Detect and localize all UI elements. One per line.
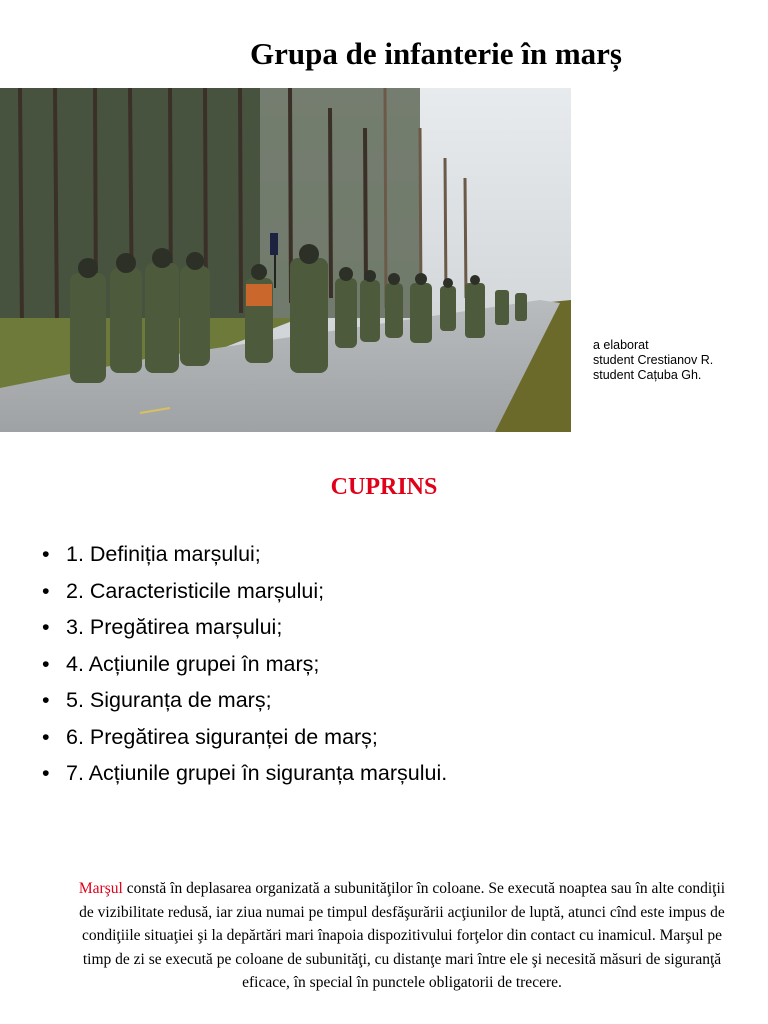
bullet-icon: • <box>42 651 50 676</box>
toc-item <box>42 573 447 610</box>
page-title: Grupa de infanterie în marș <box>250 36 622 71</box>
toc-item-label: 3. Pregătirea marșului; <box>66 615 283 639</box>
credits-line: a elaborat <box>593 338 649 352</box>
paragraph-keyword: Marşul <box>78 880 123 897</box>
definition-paragraph <box>78 877 726 995</box>
bullet-icon: • <box>42 542 50 566</box>
toc-item <box>42 536 447 573</box>
toc-item-label: 5. Siguranța de marș; <box>66 688 272 712</box>
toc-item-label: 6. Pregătirea siguranței de marș; <box>66 724 378 749</box>
paragraph-text: constă în deplasarea organizată a subunităţilor în coloane. Se execută noaptea sau în alte condiţii de vizibilitate redusă, iar ziua numai pe timpul desfăşurării acţiunilor de luptă, atunci cînd este impus de condiţiile situaţiei şi la depărtări mari înapoia dispozitivului forţelor din contact cu inamicul. Marşul pe timp de zi se execută pe coloane de subunităţi, cu distanţe mari între ele şi necesită măsuri de siguranţă eficace, în special în punctele obligatorii de trecere. <box>79 880 726 992</box>
toc-item <box>42 609 447 646</box>
bullet-icon: • <box>42 578 50 603</box>
table-of-contents <box>42 536 447 792</box>
toc-item-label: 4. Acțiunile grupei în marș; <box>66 651 320 676</box>
toc-item-label: 2. Caracteristicile marșului; <box>66 578 325 603</box>
credits-line: student Cațuba Gh. <box>593 368 702 382</box>
bullet-icon: • <box>42 724 50 749</box>
bullet-icon: • <box>42 688 50 712</box>
author-credits <box>593 338 713 383</box>
bullet-icon: • <box>42 761 50 785</box>
soldiers-marching-photo <box>0 88 571 432</box>
bullet-icon: • <box>42 615 50 639</box>
toc-item <box>42 719 447 756</box>
toc-item <box>42 682 447 719</box>
toc-item-label: 7. Acțiunile grupei în siguranța marșului. <box>66 761 448 785</box>
toc-item <box>42 646 447 683</box>
toc-item-label: 1. Definiția marșului; <box>66 542 261 566</box>
toc-item <box>42 755 447 792</box>
credits-line: student Crestianov R. <box>593 353 714 367</box>
toc-heading: CUPRINS <box>330 474 438 500</box>
